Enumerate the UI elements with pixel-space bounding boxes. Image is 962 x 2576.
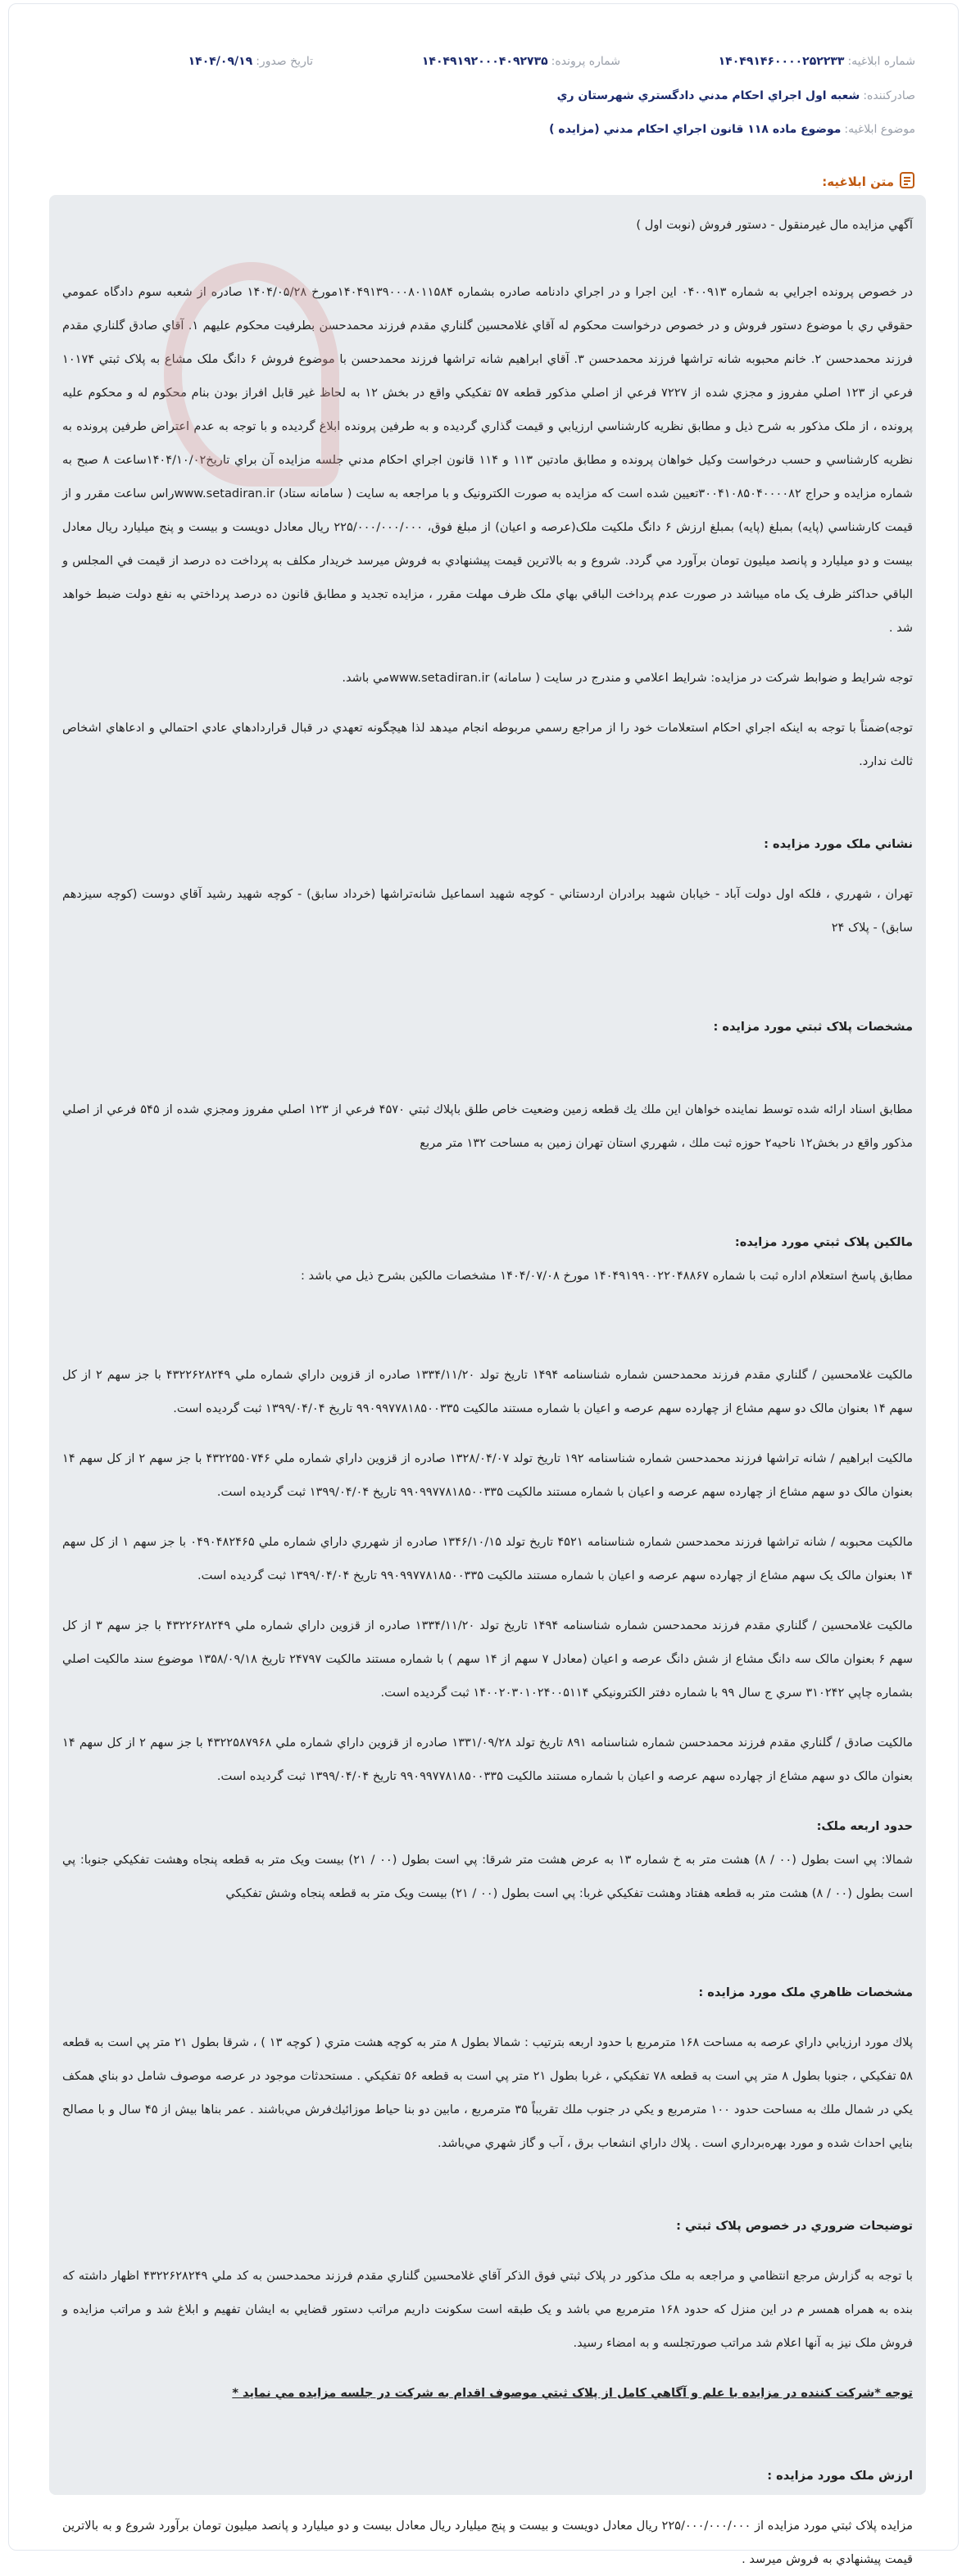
subject-label: موضوع ابلاغيه: xyxy=(844,123,915,136)
section-heading: حدود اربعه ملک: xyxy=(816,1819,913,1833)
file-number-value: ۱۴۰۴۹۱۹۲۰۰۰۴۰۹۲۷۳۵ xyxy=(421,55,548,68)
notice-paragraph: مطابق پاسخ استعلام اداره ثبت با شماره ۱۴۰۴۹۱۹۹۰۰۲۲۰۴۸۸۶۷ مورخ ۱۴۰۴/۰۷/۰۸ مشخصات مالکين بشرح ذيل مي باشد : xyxy=(300,1269,913,1283)
notice-paragraph: مالکيت محبوبه / شانه تراشها فرزند محمدحسن شماره شناسنامه ۴۵۲۱ تاريخ تولد ۱۳۴۶/۱۰/۱۵ صادره از شهرري داراي شماره ملي ۰۴۹۰۴۸۲۴۶۵ با جز سهم ۱ از کل سهم ۱۴ بعنوان مالک يک سهم مشاع از چهارده سهم عرصه و اعيان با شماره مستند مالکيت ۹۹۰۹۹۷۷۸۱۸۵۰۰۳۳۵ تاريخ ۱۳۹۹/۰۴/۰۴ ثبت گرديده است. xyxy=(62,1535,914,1582)
notice-paragraph: مالکيت غلامحسين / گلناري مقدم فرزند محمدحسن شماره شناسنامه ۱۴۹۴ تاريخ تولد ۱۳۳۴/۱۱/۲۰ صادره از قزوين داراي شماره ملي ۴۳۲۲۶۲۸۲۴۹ با جز سهم ۳ از کل سهم ۶ بعنوان مالک سه دانگ مشاع از شش دانگ عرصه و اعيان (معادل ۷ سهم از ۱۴ سهم ) با شماره مستند مالکيت ۲۴۷۹۷ تاريخ ۱۳۵۸/۰۹/۱۸ موضوع سند مالکيت اصلي بشماره چاپي ۳۱۰۲۴۲ سري ج سال ۹۹ با شماره دفتر الکترونيکي ۱۴۰۰۲۰۳۰۱۰۲۴۰۰۵۱۱۴ ثبت گرديده است. xyxy=(62,1618,913,1700)
notice-paragraph: شمالا: پي است بطول (۰۰ / ۸) هشت متر به خ شماره ۱۳ به عرض هشت متر شرقا: پي است بطول (۰۰ / ۲۱) بيست ويک متر به قطعه پنجاه وهشت تفکيکي جنوبا: پي است بطول (۰۰ / ۸) هشت متر به قطعه هفتاد وهشت تفکيکي غربا: پي است بطول (۰۰ / ۲۱) بيست ويک متر به قطعه پنجاه وشش تفکيکي xyxy=(62,1853,913,1900)
notice-paragraph: آگهي مزايده مال غيرمنقول - دستور فروش (نوبت اول ) xyxy=(636,218,913,232)
notice-number-label: شماره ابلاغيه: xyxy=(847,55,915,68)
issue-date-label: تاريخ صدور: xyxy=(256,55,313,68)
notice-body xyxy=(49,195,926,2566)
notice-number-value: ۱۴۰۴۹۱۴۶۰۰۰۰۲۵۲۲۳۳ xyxy=(718,55,845,68)
notice-warning: توجه *شرکت کننده در مزايده با علم و آگاهي کامل از پلاک ثبتي موصوف اقدام به شرکت در جلسه مزايده مي نمايد * xyxy=(232,2386,913,2400)
notice-paragraph: مالکيت صادق / گلناري مقدم فرزند محمدحسن شماره شناسنامه ۸۹۱ تاريخ تولد ۱۳۳۱/۰۹/۲۸ صادره از قزوين داراي شماره ملي ۴۳۲۲۵۸۷۹۶۸ با جز سهم ۲ از کل سهم ۱۴ بعنوان مالک دو سهم مشاع از چهارده سهم عرصه و اعيان با شماره مستند مالکيت ۹۹۰۹۹۷۷۸۱۸۵۰۰۳۳۵ تاريخ ۱۳۹۹/۰۴/۰۴ ثبت گرديده است. xyxy=(62,1736,913,1783)
subject-field xyxy=(549,123,915,136)
section-heading: توضيحات ضروري در خصوص پلاک ثبتي : xyxy=(676,2219,913,2233)
notice-number-field xyxy=(719,55,915,68)
section-heading: ارزش ملک مورد مزايده : xyxy=(767,2469,913,2483)
issuer-field xyxy=(557,89,915,102)
section-heading: مشخصات پلاک ثبتي مورد مزايده : xyxy=(713,1020,913,1034)
issue-date-value: ۱۴۰۴/۰۹/۱۹ xyxy=(188,55,253,68)
file-number-label: شماره پرونده: xyxy=(551,55,620,68)
notice-paragraph: با توجه به گزارش مرجع انتظامي و مراجعه به ملک مذکور در پلاک ثبتي فوق الذکر آقاي غلامحسين گلناري مقدم فرزند محمدحسن به کد ملي ۴۳۲۲۶۲۸۲۴۹ اظهار داشته که بنده به همراه همسر م در اين منزل که حدود ۱۶۸ مترمربع مي باشد و يک طبقه است سکونت داريم مراتب دستور قضايي به ايشان تفهيم و ابلاغ شد و مراتب مزايده و فروش ملک نيز به آنها اعلام شد مراتب صورتجلسه و به امضاء رسيد. xyxy=(62,2269,913,2350)
notice-paragraph: در خصوص پرونده اجرايي به شماره ۰۴۰۰۹۱۳ اين اجرا و در اجراي دادنامه صادره بشماره ۱۴۰۴۹۱۳۹۰۰۰۸۰۱۱۵۸۴مورخ ۱۴۰۴/۰۵/۲۸ صادره از شعبه سوم دادگاه عمومي حقوقي ري با موضوع دستور فروش و در خصوص درخواست محکوم له آقاي غلامحسين گلناري مقدم فرزند محمدحسن بطرفيت محکوم عليهم ۱. آقاي صادق گلناري مقدم فرزند محمدحسن ۲. خانم محبوبه شانه تراشها فرزند محمدحسن ۳. آقاي ابراهيم شانه تراشها فرزند محمدحسن با موضوع فروش ۶ دانگ ملک مشاع به پلاک ثبتي ۱۰۱۷۴ فرعي از ۱۲۳ اصلي مفروز و مجزي شده از ۷۲۲۷ فرعي از اصلي مذکور قطعه ۵۷ تفکيکي واقع در بخش ۱۲ به لحاظ غير قابل افراز بودن بنام محکوم له و محکوم عليه پرونده ، از ملک مذکور به شرح ذيل و مطابق نظريه کارشناسي ارزيابي و قيمت گذاري گرديده و به طرفين پرونده ابلاغ گرديده و با توجه به عدم اعتراض طرفين پرونده به نظريه کارشناسي و حسب درخواست وکيل خواهان پرونده و مطابق مادتين ۱۱۳ و ۱۱۴ قانون اجراي احکام مدني جلسه مزايده آن براي تاريخ۱۴۰۴/۱۰/۰۲ساعت ۸ صبح به شماره مزايده و حراج ۳۰۰۴۱۰۸۵۰۴۰۰۰۰۸۲تعيين شده است که مزايده به صورت الکترونيک و با مراجعه به سايت ( سامانه ستاد) www.setadiran.irراس ساعت مقرر و از قيمت کارشناسي (پايه) بمبلغ (پايه) بمبلغ ارزش ۶ دانگ ملکيت ملک(عرصه و اعيان) از مبلغ فوق، ۲۲۵/۰۰۰/۰۰۰/۰۰۰ ريال معادل دويست و بيست و پنج ميليارد ريال معادل بيست و دو ميليارد و پانصد ميليون تومان برآورد مي گردد. شروع و به بالاترين قيمت پيشنهادي به فروش ميرسد خريدار مکلف به پرداخت ده درصد از قيمت في المجلس و الباقي حداکثر ظرف يک ماه ميباشد در صورت عدم پرداخت الباقي بهاي ملک ظرف مهلت مقرر ، مزايده تجديد و مطابق قانون ده درصد پرداختي به نفع دولت ضبط خواهد شد . xyxy=(62,285,914,635)
issuer-value: شعبه اول اجراي احکام مدني دادگستري شهرستان ري xyxy=(556,89,860,102)
body-title xyxy=(822,171,915,192)
body-title-text: متن ابلاغيه: xyxy=(822,174,894,189)
subject-value: موضوع ماده ۱۱۸ قانون اجراي احکام مدني (مزايده ) xyxy=(549,123,842,136)
section-heading: نشاني ملک مورد مزايده : xyxy=(764,837,913,851)
document-icon xyxy=(899,171,915,192)
issuer-label: صادرکننده: xyxy=(863,89,915,102)
notice-paragraph: تهران ، شهرري ، فلکه اول دولت آباد - خيابان شهيد برادران اردستاني - کوچه شهيد اسماعيل شانه‌تراشها (خرداد سابق) - کوچه شهيد رشيد آقاي دوست (کوچه سيزدهم سابق) - پلاک ۲۴ xyxy=(62,887,913,935)
issue-date-field xyxy=(188,55,313,68)
notice-paragraph: توجه شرايط و ضوابط شرکت در مزايده: شرايط اعلامي و مندرج در سايت ( سامانه) www.setadiran.irمي باشد. xyxy=(342,671,913,685)
section-heading: مالکين پلاک ثبتي مورد مزايده: xyxy=(734,1235,913,1249)
notice-paragraph: پلاك مورد ارزيابي داراي عرصه به مساحت ۱۶۸ مترمربع با حدود اربعه بترتيب : شمالا بطول ۸ متر به كوچه هشت متري ( كوچه ۱۳ ) ، شرقا بطول ۲۱ متر پي است به قطعه ۵۸ تفكيكي ، جنوبا بطول ۸ متر پي است به قطعه ۷۸ تفكيكي ، غربا بطول ۲۱ متر پي است به قطعه ۵۶ تفكيكي . مستحدثات موجود در عرصه موصوف شامل دو بناي همكف يكي در شمال ملك به مساحت حدود ۱۰۰ مترمربع و يكي در جنوب ملك تقريباً ۳۵ مترمربع ، مابين دو بنا حياط موزائيك‌فرش مي‌باشند . عمر بناها بيش از ۴۵ سال و با مصالح بنايي احداث شده و مورد بهره‌برداري است . پلاك داراي انشعاب برق ، آب و گاز شهري مي‌باشد. xyxy=(62,2035,913,2150)
file-number-field xyxy=(422,55,620,68)
notice-paragraph: توجه)ضمناً با توجه به اينکه اجراي احکام استعلامات خود را از مراجع رسمي مربوطه انجام ميدهد لذا هيچگونه تعهدي در قبال قراردادهاي عادي احتمالي و ادعاهاي اشخاص ثالث ندارد. xyxy=(62,721,913,768)
section-heading: مشخصات ظاهري ملک مورد مزايده : xyxy=(698,1985,913,1999)
notice-paragraph: مالکيت ابراهيم / شانه تراشها فرزند محمدحسن شماره شناسنامه ۱۹۲ تاريخ تولد ۱۳۲۸/۰۴/۰۷ صادره از قزوين داراي شماره ملي ۴۳۲۲۵۵۰۷۴۶ با جز سهم ۲ از کل سهم ۱۴ بعنوان مالک دو سهم مشاع از چهارده سهم عرصه و اعيان با شماره مستند مالکيت ۹۹۰۹۹۷۷۸۱۸۵۰۰۳۳۵ تاريخ ۱۳۹۹/۰۴/۰۴ ثبت گرديده است. xyxy=(62,1451,913,1499)
notice-paragraph: مزايده پلاک ثبتي مورد مزايده از ۲۲۵/۰۰۰/۰۰۰/۰۰۰ ريال معادل دويست و بيست و پنج ميليارد ريال معادل بيست و دو ميليارد و پانصد ميليون تومان برآورد شروع و به بالاترين قيمت پيشنهادي به فروش ميرسد . xyxy=(62,2519,913,2566)
notice-paragraph: مالکيت غلامحسين / گلناري مقدم فرزند محمدحسن شماره شناسنامه ۱۴۹۴ تاريخ تولد ۱۳۳۴/۱۱/۲۰ صادره از قزوين داراي شماره ملي ۴۳۲۲۶۲۸۲۴۹ با جز سهم ۲ از کل سهم ۱۴ بعنوان مالک دو سهم مشاع از چهارده سهم عرصه و اعيان با شماره مستند مالکيت ۹۹۰۹۹۷۷۸۱۸۵۰۰۳۳۵ تاريخ ۱۳۹۹/۰۴/۰۴ ثبت گرديده است. xyxy=(62,1368,913,1415)
notice-paragraph: مطابق اسناد ارائه شده توسط نماينده خواهان اين ملك يك قطعه زمين وضعيت خاص طلق باپلاك ثبتي ۴۵۷۰ فرعي از ۱۲۳ اصلي مفروز ومجزي شده از ۵۴۵ فرعي از اصلي مذكور واقع در بخش۱۲ ناحيه۲ حوزه ثبت ملك ، شهرري استان تهران زمين به مساحت ۱۳۲ متر مربع xyxy=(62,1102,913,1150)
